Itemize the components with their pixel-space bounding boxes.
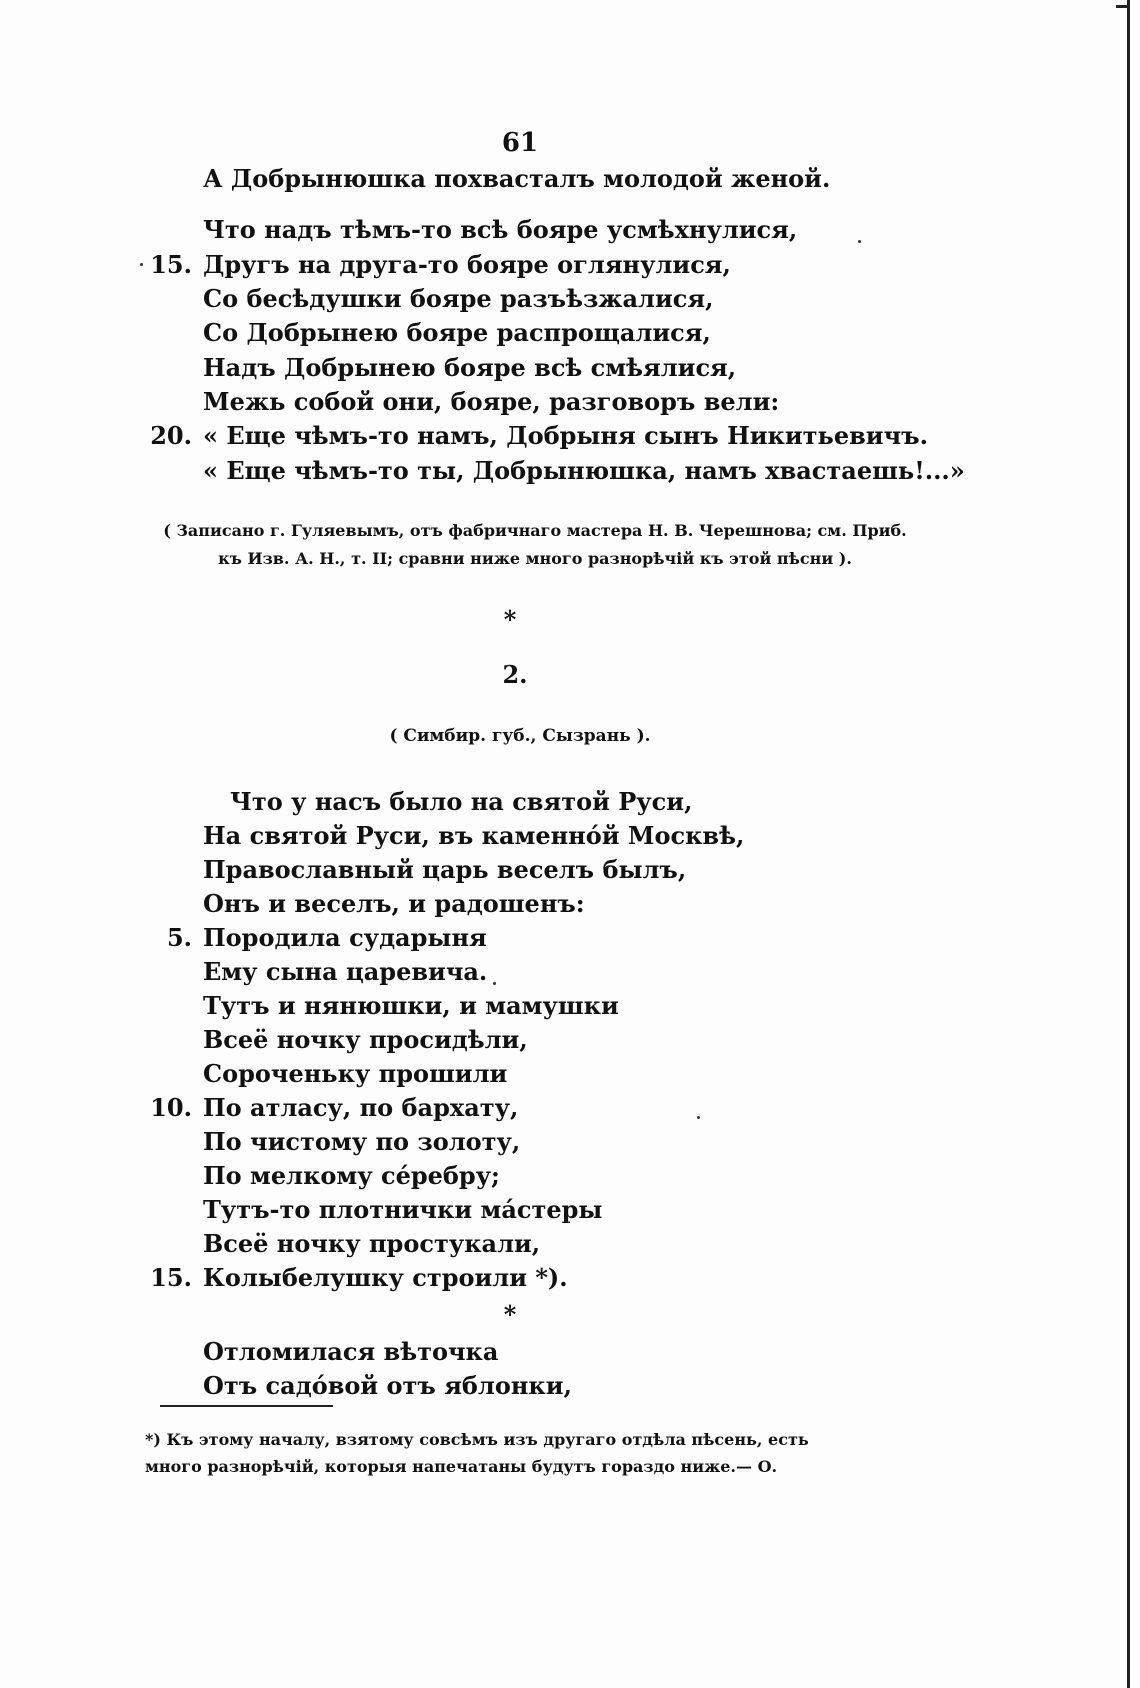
verse-line-text: Со бесѣдушки бояре разъѣзжалися,	[203, 284, 714, 313]
verse-line-number: 10.	[150, 1093, 192, 1122]
verse-line	[0, 923, 1000, 957]
footnote-line: *) Къ этому началу, взятому совсѣмъ изъ другаго отдѣла пѣсень, есть	[145, 1430, 809, 1449]
verse-line	[0, 284, 1000, 318]
verse-line	[0, 250, 1000, 284]
verse-line	[0, 353, 1000, 387]
verse-line	[0, 164, 1000, 198]
page-edge-tick	[1116, 5, 1130, 8]
verse-line-text: Всеё ночку просидѣли,	[203, 1025, 528, 1054]
song-source: ( Симбир. губ., Сызрань ).	[389, 726, 651, 746]
verse-line-text: Тутъ-то плотнички мáстеры	[203, 1195, 603, 1224]
verse-line	[0, 957, 1000, 991]
verse-line	[0, 456, 1000, 490]
verse-line-text: Отломилася вѣточка	[203, 1337, 499, 1366]
song-number: 2.	[502, 660, 528, 689]
verse-line-text: « Еще чѣмъ-то ты, Добрынюшка, намъ хвастаешь!...»	[203, 456, 965, 485]
verse-line	[0, 889, 1000, 923]
verse-line	[0, 1025, 1000, 1059]
verse-line-text: Православный царь веселъ былъ,	[203, 855, 687, 884]
verse-line-text: А Добрынюшка похвасталъ молодой женой.	[203, 164, 831, 193]
verse-line	[0, 787, 1000, 821]
verse-line	[0, 855, 1000, 889]
verse-line-text: Надъ Добрынею бояре всѣ смѣялися,	[203, 353, 737, 382]
verse-line	[0, 991, 1000, 1025]
scan-speck	[493, 982, 496, 985]
verse-line-text: Что надъ тѣмъ-то всѣ бояре усмѣхнулися,	[203, 215, 798, 244]
verse-line-text: « Еще чѣмъ-то намъ, Добрыня сынъ Никитьевичъ.	[203, 421, 928, 450]
footnote-line: много разнорѣчій, которыя напечатаны будутъ гораздо ниже.— О.	[145, 1457, 778, 1476]
verse-line-text: По чистому по золоту,	[203, 1127, 521, 1156]
verse-line	[0, 421, 1000, 455]
verse-line	[0, 1337, 1000, 1371]
verse-line-text: Другъ на друга-то бояре оглянулися,	[203, 250, 731, 279]
verse-line	[0, 1195, 1000, 1229]
verse-line-text: Отъ садóвой отъ яблонки,	[203, 1371, 572, 1400]
verse-line	[0, 1127, 1000, 1161]
verse-line	[0, 1161, 1000, 1195]
scan-speck	[858, 240, 861, 243]
verse-line	[0, 1093, 1000, 1127]
verse-line	[0, 1263, 1000, 1297]
verse-line	[0, 1371, 1000, 1405]
verse-line	[0, 821, 1000, 855]
separator-asterisk: *	[503, 605, 517, 634]
verse-line-number: 15.	[150, 250, 192, 279]
verse-line-text: Со Добрынею бояре распрощалися,	[203, 318, 711, 347]
page-number: 61	[501, 128, 539, 158]
verse-line	[0, 387, 1000, 421]
verse-line	[0, 318, 1000, 352]
verse-line-text: На святой Руси, въ каменнóй Москвѣ,	[203, 821, 745, 850]
separator-asterisk: *	[503, 1300, 517, 1329]
source-note-line: ( Записано г. Гуляевымъ, отъ фабричнаго мастера Н. В. Черешнова; см. Приб.	[163, 521, 907, 540]
verse-line	[0, 1229, 1000, 1263]
footnote-rule	[160, 1405, 333, 1407]
scan-speck	[140, 263, 143, 266]
verse-line	[0, 215, 1000, 249]
verse-line-text: Онъ и веселъ, и радошенъ:	[203, 889, 585, 918]
verse-line-text: Колыбелушку строили *).	[203, 1263, 568, 1292]
verse-line-text: Межь собой они, бояре, разговоръ вели:	[203, 387, 780, 416]
verse-line-text: По атласу, по бархату,	[203, 1093, 519, 1122]
verse-line-number: 15.	[150, 1263, 192, 1292]
verse-line-number: 5.	[166, 923, 192, 952]
page-edge-line	[1127, 0, 1130, 1688]
verse-line-text: По мелкому сéребру;	[203, 1161, 500, 1190]
verse-line-text: Всеё ночку простукали,	[203, 1229, 541, 1258]
scan-speck	[697, 1116, 700, 1119]
source-note-line: къ Изв. А. Н., т. II; сравни ниже много разнорѣчій къ этой пѣсни ).	[218, 549, 852, 568]
verse-line-number: 20.	[150, 421, 192, 450]
verse-line-text: Что у насъ было на святой Руси,	[230, 787, 693, 816]
verse-line	[0, 1059, 1000, 1093]
verse-line-text: Породила сударыня	[203, 923, 487, 952]
verse-line-text: Ему сына царевича.	[203, 957, 488, 986]
verse-line-text: Сороченьку прошили	[203, 1059, 508, 1088]
verse-line-text: Тутъ и нянюшки, и мамушки	[203, 991, 619, 1020]
